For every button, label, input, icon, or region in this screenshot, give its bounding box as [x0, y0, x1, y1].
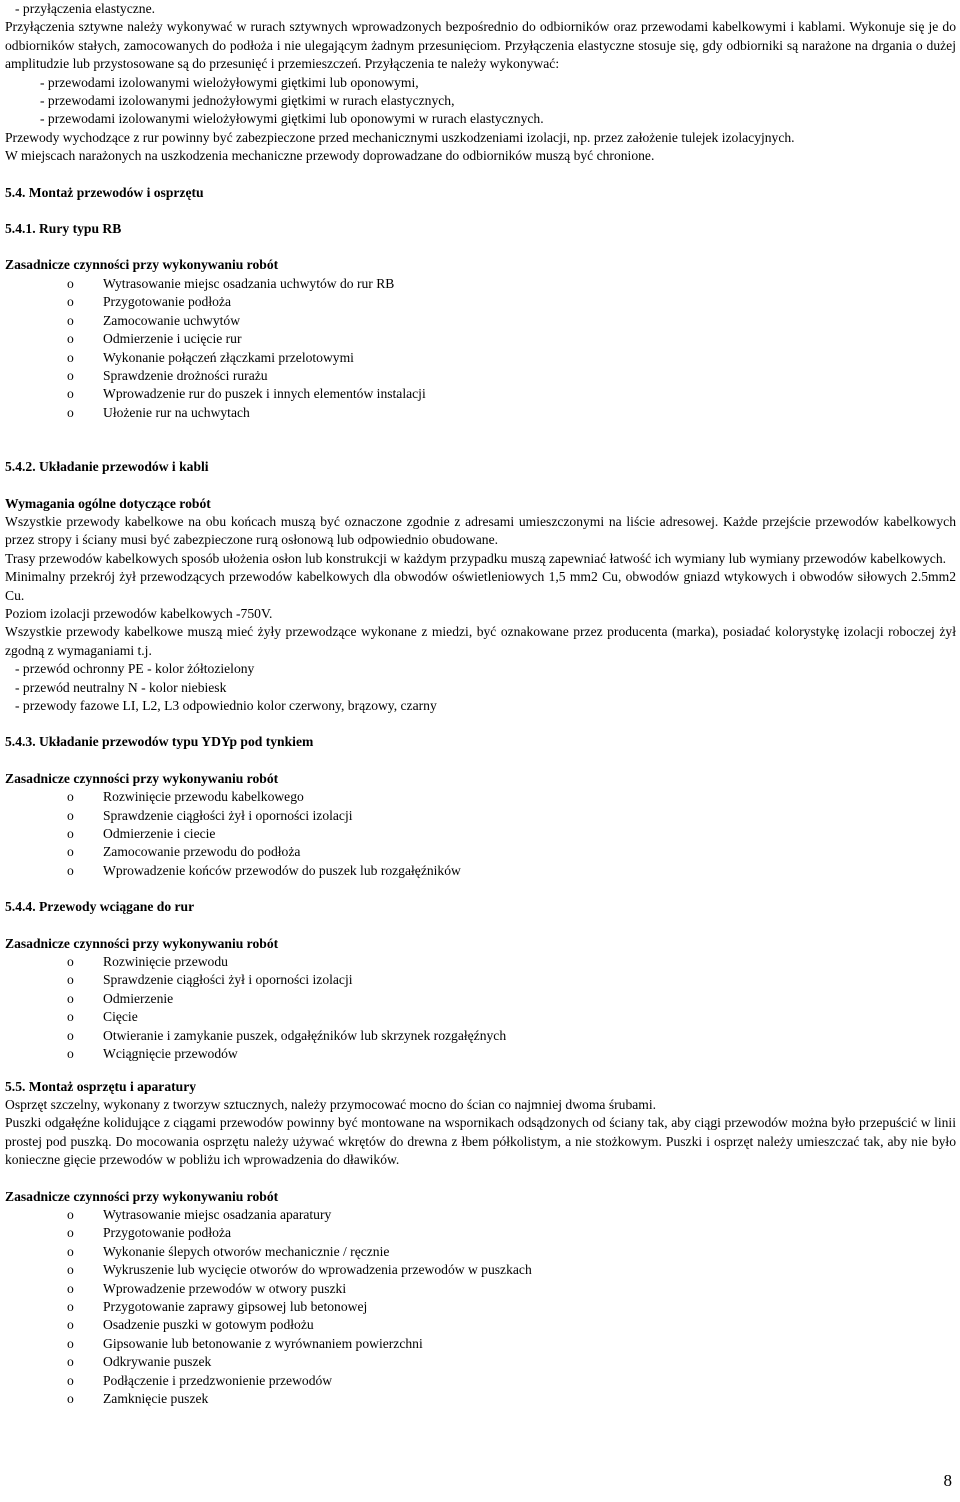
- bullet-icon: o: [67, 1280, 74, 1296]
- list-item: o Sprawdzenie ciągłości żył i oporności izolacji: [5, 971, 956, 989]
- list-item: o Cięcie: [5, 1008, 956, 1026]
- paragraph: Osprzęt szczelny, wykonany z tworzyw sztucznych, należy przymocować mocno do ścian co najmniej dwoma śrubami.: [5, 1096, 657, 1112]
- bullet-icon: o: [67, 789, 74, 805]
- intro-paragraph: Przyłączenia sztywne należy wykonywać w rurach sztywnych wprowadzonych bezpośrednio do odbiorników oraz przewodami kabelkowymi i kablami. Wykonuje się je do odbiorników stałych, zamocowanych do podłoża i nie ulegającym żadnym przesunięciom. Przyłączenia elastyczne stosuje się, gdy odbiorniki są narażone na drgania o dużej amplitudzie lub przystosowane są do przesunięć i przemieszczeń. Przyłączenia te należy wykonywać:: [5, 19, 956, 72]
- dash-item: - przewód neutralny N - kolor niebiesk: [15, 679, 227, 695]
- list-item: o Wciągnięcie przewodów: [5, 1045, 956, 1063]
- paragraph: Minimalny przekrój żył przewodzących przewodów kabelkowych dla obwodów oświetleniowych 1,5 mm2 Cu, obwodów gniazd wtykowych i obwodów siłowych 2.5mm2 Cu.: [5, 569, 956, 603]
- paragraph: Wszystkie przewody kabelkowe muszą mieć żyły przewodzące wykonane z miedzi, być oznakowane przez producenta (marka), posiadać kolorystykę izolacji roboczej żył zgodną z wymaganiami t.j.: [5, 624, 956, 658]
- bullet-icon: o: [67, 990, 74, 1006]
- dash-item: - przewodami izolowanymi wielożyłowymi giętkimi lub oponowymi,: [40, 74, 419, 90]
- bullet-icon: o: [67, 331, 74, 347]
- bullet-icon: o: [67, 367, 74, 383]
- list-item: o Wytrasowanie miejsc osadzania uchwytów do rur RB: [5, 275, 956, 293]
- section-heading-5-4-1: 5.4.1. Rury typu RB: [5, 221, 122, 237]
- section-heading-5-4-2: 5.4.2. Układanie przewodów i kabli: [5, 459, 209, 475]
- section-heading-5-4-3: 5.4.3. Układanie przewodów typu YDYp pod tynkiem: [5, 734, 314, 750]
- intro-dash-item: - przyłączenia elastyczne.: [15, 1, 155, 16]
- bullet-icon: o: [67, 1335, 74, 1351]
- list-item: o Odmierzenie: [5, 990, 956, 1008]
- section-heading-5-5: 5.5. Montaż osprzętu i aparatury: [5, 1078, 197, 1094]
- paragraph: Poziom izolacji przewodów kabelkowych -750V.: [5, 605, 273, 621]
- bullet-icon: o: [67, 1225, 74, 1241]
- section-heading-5-4-4: 5.4.4. Przewody wciągane do rur: [5, 899, 195, 915]
- subheading: Zasadnicze czynności przy wykonywaniu robót: [5, 935, 279, 951]
- list-item: o Sprawdzenie ciągłości żył i oporności izolacji: [5, 807, 956, 825]
- list-item: o Odmierzenie i ucięcie rur: [5, 330, 956, 348]
- list-item: o Rozwinięcie przewodu: [5, 953, 956, 971]
- list-item: o Wprowadzenie rur do puszek i innych elementów instalacji: [5, 385, 956, 403]
- bullet-icon: o: [67, 1027, 74, 1043]
- bullet-icon: o: [67, 1317, 74, 1333]
- bullet-icon: o: [67, 1354, 74, 1370]
- list-item: o Zamocowanie uchwytów: [5, 312, 956, 330]
- bullet-icon: o: [67, 826, 74, 842]
- bullet-icon: o: [67, 1298, 74, 1314]
- bullet-icon: o: [67, 1206, 74, 1222]
- list-item: o Odmierzenie i ciecie: [5, 825, 956, 843]
- list-item: o Wykonanie ślepych otworów mechanicznie / ręcznie: [5, 1243, 956, 1261]
- bullet-icon: o: [67, 1262, 74, 1278]
- bullet-icon: o: [67, 1391, 74, 1406]
- bullet-icon: o: [67, 807, 74, 823]
- bullet-icon: o: [67, 275, 74, 291]
- intro-paragraph: W miejscach narażonych na uszkodzenia mechaniczne przewody doprowadzane do odbiorników muszą być chronione.: [5, 148, 655, 164]
- list-item: o Zamocowanie przewodu do podłoża: [5, 843, 956, 861]
- bullet-icon: o: [67, 294, 74, 310]
- list-item: o Wytrasowanie miejsc osadzania aparatury: [5, 1206, 956, 1224]
- page-number: 8: [943, 1471, 952, 1490]
- bullet-icon: o: [67, 972, 74, 988]
- bullet-icon: o: [67, 844, 74, 860]
- list-item: o Wykonanie połączeń złączkami przelotowymi: [5, 349, 956, 367]
- bullet-icon: o: [67, 1046, 74, 1062]
- list-item: o Zamknięcie puszek: [5, 1390, 956, 1408]
- list-item: o Przygotowanie zaprawy gipsowej lub betonowej: [5, 1298, 956, 1316]
- list-item: o Rozwinięcie przewodu kabelkowego: [5, 788, 956, 806]
- section-heading-5-4: 5.4. Montaż przewodów i osprzętu: [5, 184, 204, 200]
- list-item: o Przygotowanie podłoża: [5, 1224, 956, 1242]
- list-item: o Osadzenie puszki w gotowym podłożu: [5, 1316, 956, 1334]
- list-item: o Wprowadzenie przewodów w otwory puszki: [5, 1280, 956, 1298]
- steps-list: [5, 788, 956, 880]
- list-item: o Ułożenie rur na uchwytach: [5, 404, 956, 422]
- list-item: o Sprawdzenie drożności rurażu: [5, 367, 956, 385]
- list-item: o Wykruszenie lub wycięcie otworów do wprowadzenia przewodów w puszkach: [5, 1261, 956, 1279]
- subheading: Zasadnicze czynności przy wykonywaniu robót: [5, 257, 279, 273]
- list-item: o Gipsowanie lub betonowanie z wyrównaniem powierzchni: [5, 1335, 956, 1353]
- dash-item: - przewodami izolowanymi jednożyłowymi giętkimi w rurach elastycznych,: [40, 93, 455, 109]
- bullet-icon: o: [67, 386, 74, 402]
- bullet-icon: o: [67, 349, 74, 365]
- bullet-icon: o: [67, 1243, 74, 1259]
- dash-item: - przewód ochronny PE - kolor żółtozielony: [15, 661, 255, 677]
- intro-dash-list: [5, 74, 956, 129]
- bullet-icon: o: [67, 862, 74, 878]
- list-item: o Przygotowanie podłoża: [5, 293, 956, 311]
- subheading: Wymagania ogólne dotyczące robót: [5, 495, 211, 511]
- steps-list: [5, 1206, 956, 1408]
- steps-list: [5, 275, 956, 422]
- bullet-icon: o: [67, 954, 74, 970]
- dash-item: - przewodami izolowanymi wielożyłowymi giętkimi lub oponowymi w rurach elastycznych.: [40, 111, 544, 127]
- intro-paragraph: Przewody wychodzące z rur powinny być zabezpieczone przed mechanicznymi uszkodzeniami izolacji, np. przez założenie tulejek izolacyjnych.: [5, 129, 795, 145]
- paragraph: Wszystkie przewody kabelkowe na obu końcach muszą być oznaczone zgodnie z adresami umieszczonymi na liście adresowej. Każde przejście przewodów kabelkowych przez stropy i ściany musi być zabezpieczone rurą osłonową lub odpowiednio obudowane.: [5, 513, 956, 548]
- bullet-icon: o: [67, 1372, 74, 1388]
- subheading: Zasadnicze czynności przy wykonywaniu robót: [5, 1188, 279, 1204]
- subheading: Zasadnicze czynności przy wykonywaniu robót: [5, 770, 279, 786]
- list-item: o Wprowadzenie końców przewodów do puszek lub rozgałęźników: [5, 862, 956, 880]
- list-item: o Podłączenie i przedzwonienie przewodów: [5, 1372, 956, 1390]
- bullet-icon: o: [67, 312, 74, 328]
- bullet-icon: o: [67, 1009, 74, 1025]
- bullet-icon: o: [67, 404, 74, 420]
- list-item: o Odkrywanie puszek: [5, 1353, 956, 1371]
- steps-list: [5, 953, 956, 1063]
- color-dash-list: [5, 660, 956, 715]
- paragraph: Puszki odgałęźne kolidujące z ciągami przewodów powinny być montowane na wspornikach odsądzonych od ściany tak, aby ciągi przewodów można było przepuścić w linii prostej pod puszką. Do mocowania osprzętu należy używać wkrętów do drewna z łbem półkolistym, a nie stożkowym. Puszki i osprzęt należy umieszczać tak, aby nie było konieczne gięcie przewodów w pobliżu ich wprowadzenia do dławików.: [5, 1115, 956, 1168]
- list-item: o Otwieranie i zamykanie puszek, odgałęźników lub skrzynek rozgałęźnych: [5, 1027, 956, 1045]
- dash-item: - przewody fazowe LI, L2, L3 odpowiednio kolor czerwony, brązowy, czarny: [15, 698, 437, 713]
- paragraph: Trasy przewodów kabelkowych sposób ułożenia osłon lub konstrukcji w każdym przypadku muszą zapewniać łatwość ich wymiany lub wymiany przewodów kabelkowych.: [5, 550, 947, 566]
